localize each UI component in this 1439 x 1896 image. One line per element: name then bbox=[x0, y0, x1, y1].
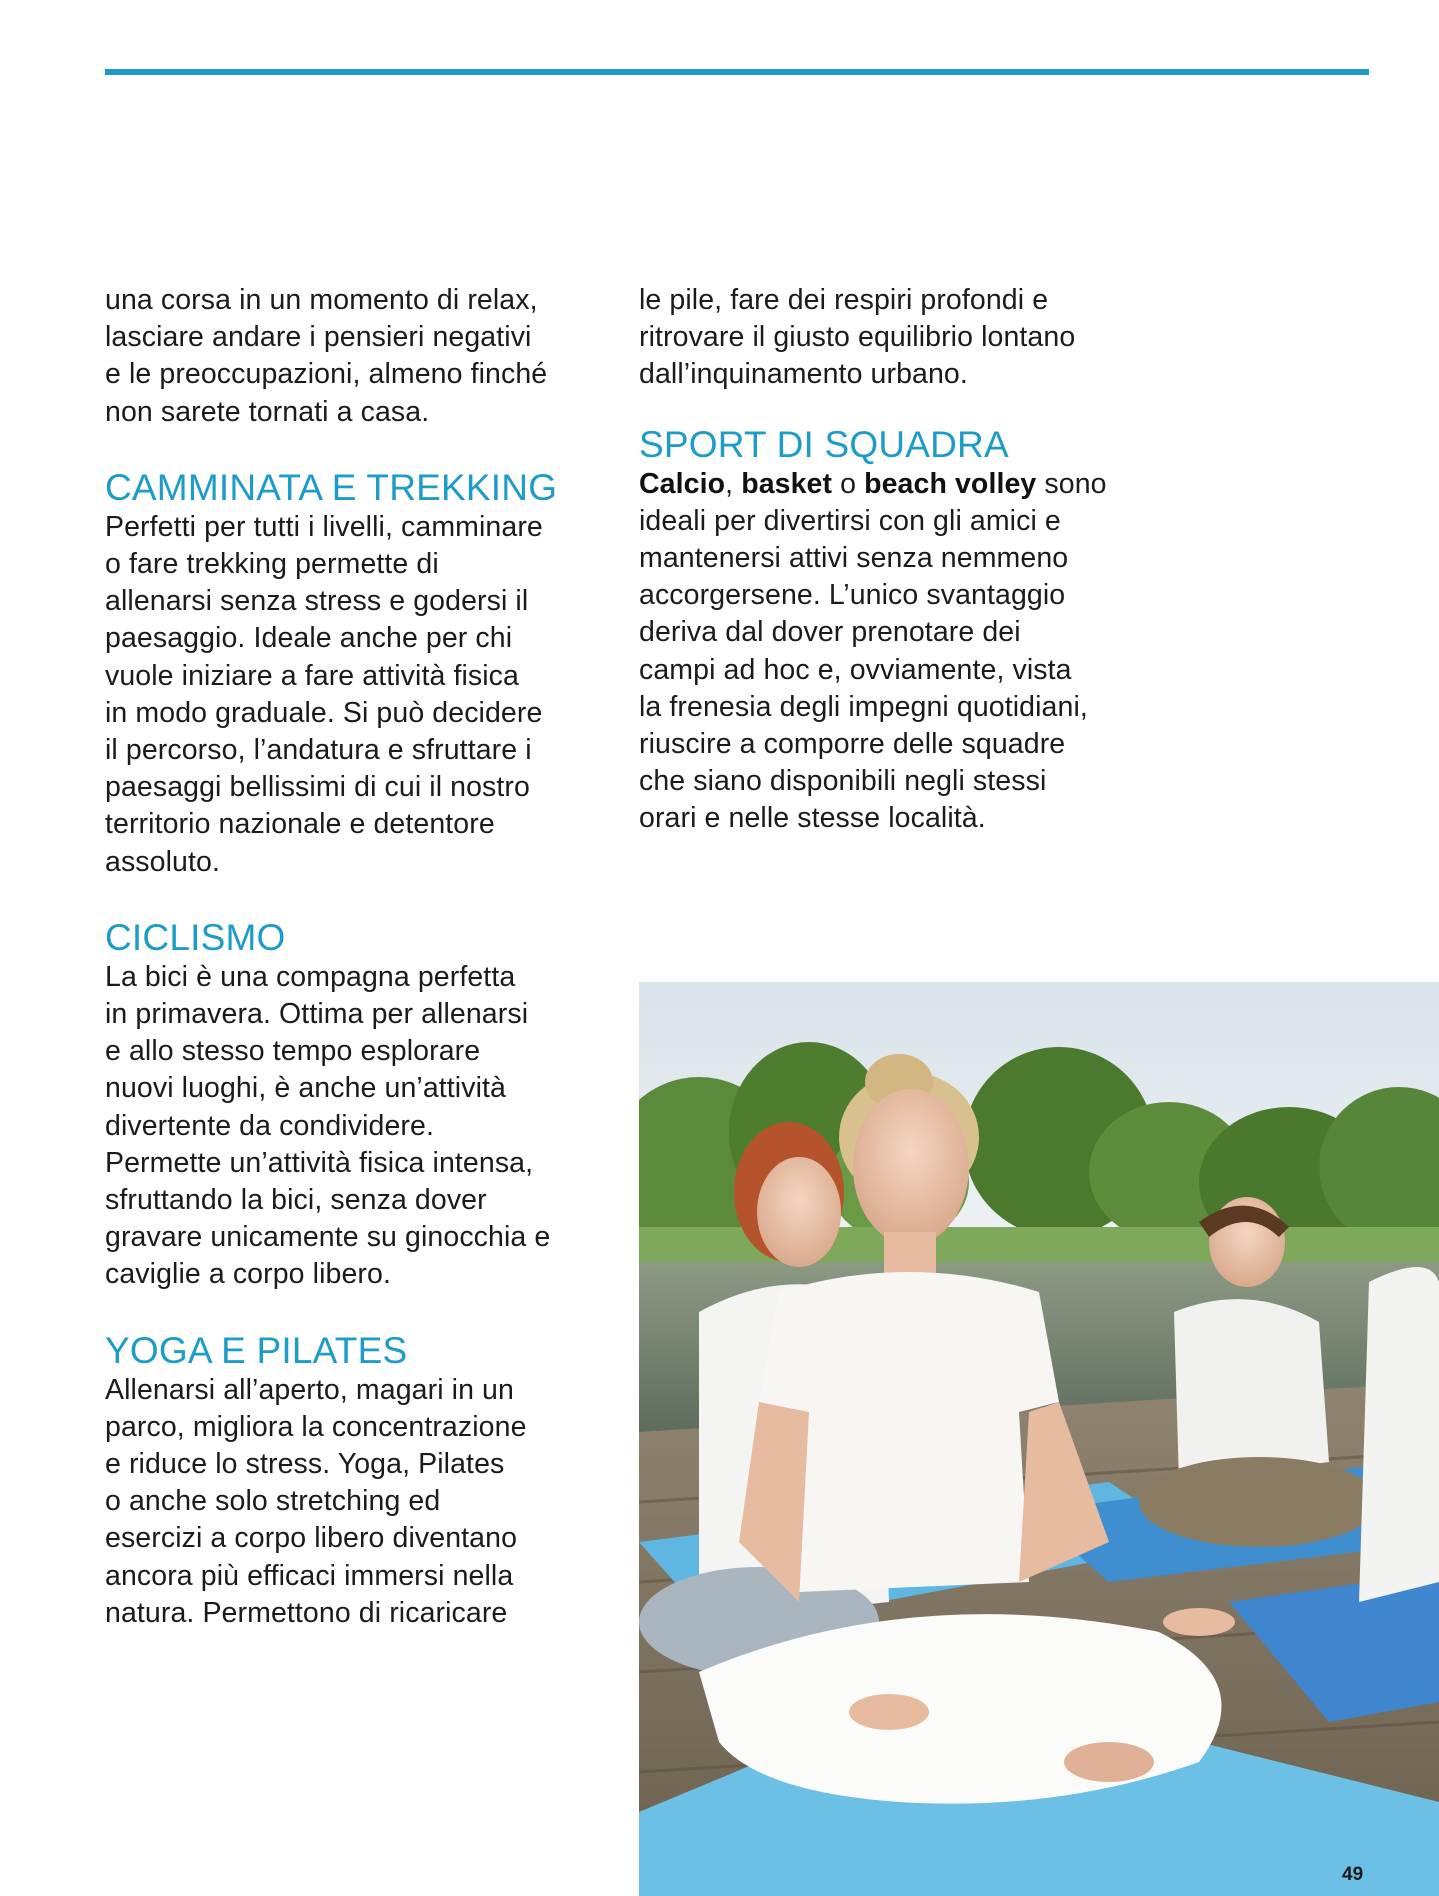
text-line: Permette un’attività fisica intensa, bbox=[105, 1146, 534, 1179]
text-line: Allenarsi all’aperto, magari in un bbox=[105, 1373, 514, 1406]
text-line: dall’inquinamento urbano. bbox=[639, 358, 968, 391]
bold-beach-volley: beach volley bbox=[864, 467, 1037, 500]
text-line: il percorso, l’andatura e sfruttare i bbox=[105, 734, 532, 767]
text-line: che siano disponibili negli stessi bbox=[639, 765, 1047, 798]
text-line: riuscire a comporre delle squadre bbox=[639, 728, 1066, 761]
text-line: la frenesia degli impegni quotidiani, bbox=[639, 690, 1088, 723]
text-line: e allo stesso tempo esplorare bbox=[105, 1035, 481, 1068]
top-accent-rule bbox=[105, 69, 1369, 75]
text-line: parco, migliora la concentrazione bbox=[105, 1410, 527, 1443]
text-line: Perfetti per tutti i livelli, camminare bbox=[105, 510, 543, 543]
separator: o bbox=[832, 467, 865, 500]
bold-calcio: Calcio bbox=[639, 467, 726, 500]
section-heading-trekking: CAMMINATA E TREKKING bbox=[105, 466, 558, 508]
text-line: campi ad hoc e, ovviamente, vista bbox=[639, 653, 1072, 686]
text-line: divertente da condividere. bbox=[105, 1109, 434, 1142]
text-line: paesaggio. Ideale anche per chi bbox=[105, 622, 513, 655]
section-heading-yoga: YOGA E PILATES bbox=[105, 1329, 408, 1371]
bold-basket: basket bbox=[741, 467, 833, 500]
text-line: territorio nazionale e detentore bbox=[105, 808, 495, 841]
text-line: o fare trekking permette di bbox=[105, 548, 439, 581]
text-line: orari e nelle stesse località. bbox=[639, 802, 986, 835]
text-line: nuovi luoghi, è anche un’attività bbox=[105, 1072, 506, 1105]
section-heading-sport: SPORT DI SQUADRA bbox=[639, 423, 1009, 465]
text-line: e riduce lo stress. Yoga, Pilates bbox=[105, 1448, 505, 1481]
text-line: caviglie a corpo libero. bbox=[105, 1258, 391, 1291]
text-fragment: sono bbox=[1036, 467, 1107, 500]
text-line: accorgersene. L’unico svantaggio bbox=[639, 579, 1066, 612]
page-number: 49 bbox=[1342, 1864, 1364, 1885]
section-heading-ciclismo: CICLISMO bbox=[105, 916, 286, 958]
text-line: lasciare andare i pensieri negativi bbox=[105, 321, 532, 354]
right-column bbox=[639, 282, 1159, 838]
right-intro bbox=[639, 282, 1159, 394]
text-line: mantenersi attivi senza nemmeno bbox=[639, 542, 1069, 575]
text-line: non sarete tornati a casa. bbox=[105, 395, 430, 428]
text-line: ideali per divertirsi con gli amici e bbox=[639, 504, 1061, 537]
text-line: in modo graduale. Si può decidere bbox=[105, 696, 543, 729]
text-line: vuole iniziare a fare attività fisica bbox=[105, 659, 519, 692]
separator: , bbox=[725, 467, 742, 500]
text-line: una corsa in un momento di relax, bbox=[105, 284, 538, 316]
yoga-group-photo bbox=[639, 982, 1439, 1896]
text-line: allenarsi senza stress e godersi il bbox=[105, 585, 529, 618]
text-line: ancora più efficaci immersi nella bbox=[105, 1559, 514, 1592]
text-line: La bici è una compagna perfetta bbox=[105, 960, 516, 993]
left-intro bbox=[105, 282, 595, 431]
text-line: e le preoccupazioni, almeno finché bbox=[105, 358, 548, 391]
text-line: deriva dal dover prenotare dei bbox=[639, 616, 1021, 649]
text-line: natura. Permettono di ricaricare bbox=[105, 1596, 508, 1629]
text-line: ritrovare il giusto equilibrio lontano bbox=[639, 321, 1076, 354]
sport-paragraph bbox=[639, 466, 1159, 838]
left-column bbox=[105, 282, 595, 1632]
text-line: gravare unicamente su ginocchia e bbox=[105, 1221, 551, 1254]
first-line bbox=[639, 468, 1107, 500]
text-line: esercizi a corpo libero diventano bbox=[105, 1522, 518, 1555]
text-line: o anche solo stretching ed bbox=[105, 1485, 441, 1518]
trekking-paragraph bbox=[105, 509, 595, 881]
ciclismo-paragraph bbox=[105, 959, 595, 1294]
yoga-paragraph bbox=[105, 1372, 595, 1632]
text-line: paesaggi bellissimi di cui il nostro bbox=[105, 771, 530, 804]
text-line: le pile, fare dei respiri profondi e bbox=[639, 284, 1049, 316]
text-line: sfruttando la bici, senza dover bbox=[105, 1184, 487, 1217]
text-line: in primavera. Ottima per allenarsi bbox=[105, 998, 529, 1031]
text-line: assoluto. bbox=[105, 845, 220, 878]
